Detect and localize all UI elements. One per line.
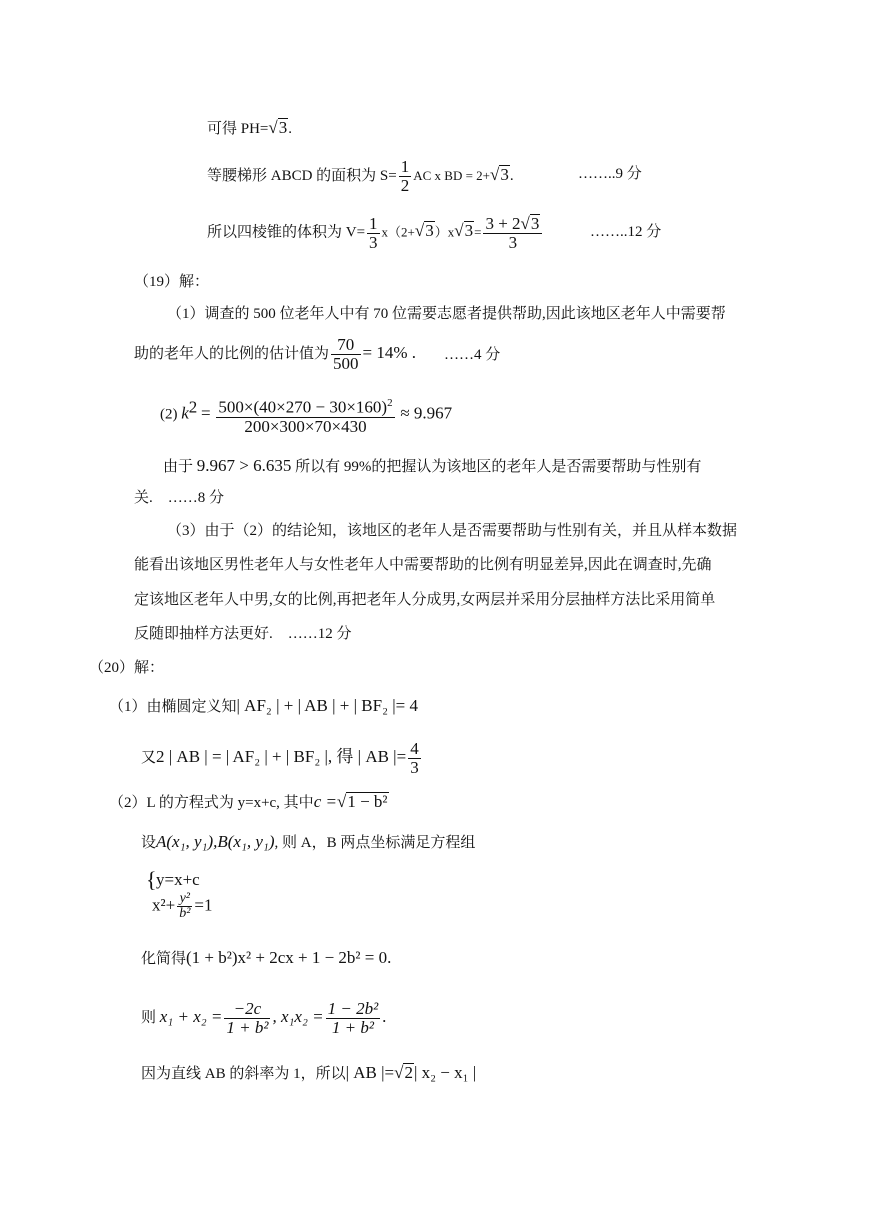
fraction-half: $\frac{1}{2}$ [400,157,410,195]
q19-p2-end [134,488,224,508]
q20-heading: （20）解： [89,660,165,676]
sqrt-1-b2: √1 − b² [336,792,388,811]
q20-s6 [141,1000,386,1037]
sqrt-3: √3 [454,221,474,241]
k-var: k [181,403,189,423]
area-text: 等腰梯形 ABCD 的面积为 S= [207,167,397,184]
approx-value: ≈ 9.967 [400,403,453,423]
fraction-70-500: $\frac{70}{500}$ [333,335,359,373]
ratio-text: 助的老年人的比例的估计值为 [134,345,330,362]
slope-text: 因为直线 AB 的斜率为 1，所以 [141,1066,346,1082]
q19-p1-line2 [134,336,416,373]
percent: = 14% . [362,342,417,362]
line-eq-text: （2）L 的方程式为 y=x+c, 其中 [109,795,314,811]
area-formula: AC x BD = 2+ [413,167,491,183]
q20-s4 [141,832,475,853]
fraction-sum: $\frac{-2c}{\text{1 + b²}}$ [226,999,269,1037]
ab-length: | AB |= [345,1063,395,1082]
ellipse-def-text: （1）由椭圆定义知 [109,699,237,715]
q20-s7 [141,1063,476,1084]
q19-p2-conclusion [163,456,701,477]
end-text: 反随即抽样方法更好. [134,626,273,642]
system-eq2: x²+ $\frac{\text{y²}}{\text{b²}}$ =1 [152,891,213,921]
fraction-4-3: $\frac{4}{3}$ [410,739,419,777]
since-text: 由于 [163,459,194,475]
simplify-text: 化简得 [141,951,187,967]
fraction-product: $\frac{\text{1 − 2b²}}{\text{1 + b²}}$ [327,999,379,1037]
ph-text: 可得 PH= [207,121,269,137]
trapezoid-area-line [207,158,514,195]
q20-s3 [109,792,389,813]
then-text: 则 [141,1009,157,1026]
score-12: ……..12 分 [590,224,662,240]
sum-roots: x₁ + x₂ = [159,1006,223,1026]
system-eq1: y=x+c [156,870,200,889]
period: . [288,121,292,137]
score-4: ……4 分 [444,347,501,363]
q19-p3-line3: 定该地区老年人中男,女的比例,再把老年人分成男,女两层并采用分层抽样方法比采用简单 [134,592,716,608]
q20-s2 [141,740,423,777]
brace: { [146,867,157,892]
score-12: ……12 分 [287,626,352,642]
sqrt-3: √3 [414,221,434,241]
quadratic-eq: (1 + b²)x² + 2cx + 1 − 2b² = 0. [186,948,392,967]
ab-eq: 2 | AB | = | AF₂ | + | BF₂ |, 得 | AB |= [156,746,407,766]
q19-p1-line1: （1）调查的 500 位老年人中有 70 位需要志愿者提供帮助,因此该地区老年人中需要帮 [167,306,726,322]
q20-s5 [141,948,391,969]
sqrt-3: √3 [490,164,509,184]
end-text: 关. [134,490,153,506]
q19-p3-line1: （3）由于（2）的结论知，该地区的老年人是否需要帮助与性别有关，并且从样本数据 [167,523,738,539]
system-text: , 则 A，B 两点坐标满足方程组 [274,835,476,851]
fraction-volume: $\frac{3 + 2√3}{3}$ [483,214,542,252]
points-ab: A(x₁, y₁),B(x₁, y₁) [156,832,275,851]
equals: = [474,224,482,240]
k-exp: 2 [188,397,198,417]
x-diff: | x₂ − x₁ | [413,1063,477,1082]
volume-part2: ）x [434,224,455,240]
ph-line [207,118,292,139]
sqrt-3: √3 [268,118,288,137]
q19-p3-line2: 能看出该地区男性老年人与女性老年人中需要帮助的比例有明显差异,因此在调查时,先确 [134,557,712,573]
volume-line [207,214,544,252]
period: . [382,1006,387,1026]
fraction-third: $\frac{1}{3}$ [369,213,378,252]
sqrt-2: √2 [394,1063,413,1082]
comparison: 9.967 > 6.635 [196,456,292,475]
ellipse-def-eq: | AF₂ | + | AB | + | BF₂ |= 4 [236,696,419,715]
part-label: (2) [160,406,178,423]
q19-p2-formula [160,394,452,436]
also-text: 又 [141,749,157,766]
conclusion-text: 所以有 99%的把握认为该地区的老年人是否需要帮助与性别有 [295,459,702,475]
volume-part: x（2+ [381,224,415,240]
score-9: ……..9 分 [578,166,642,182]
chi-square-fraction: $\frac{500\times(40\times 270 - 30\times 160)^2}{200\times 300\times 70\times 430}$ [216,394,394,436]
equals: = [201,403,211,423]
q20-s1 [109,696,418,717]
volume-text: 所以四棱锥的体积为 V= [207,224,366,241]
product-roots: , x₁x₂ = [272,1006,324,1026]
score-8: ……8 分 [167,490,225,506]
let-text: 设 [141,835,157,851]
period: . [509,167,514,184]
q19-heading: （19）解： [134,274,210,290]
q19-p3-line4 [134,624,352,644]
c-def: c = [313,792,337,811]
